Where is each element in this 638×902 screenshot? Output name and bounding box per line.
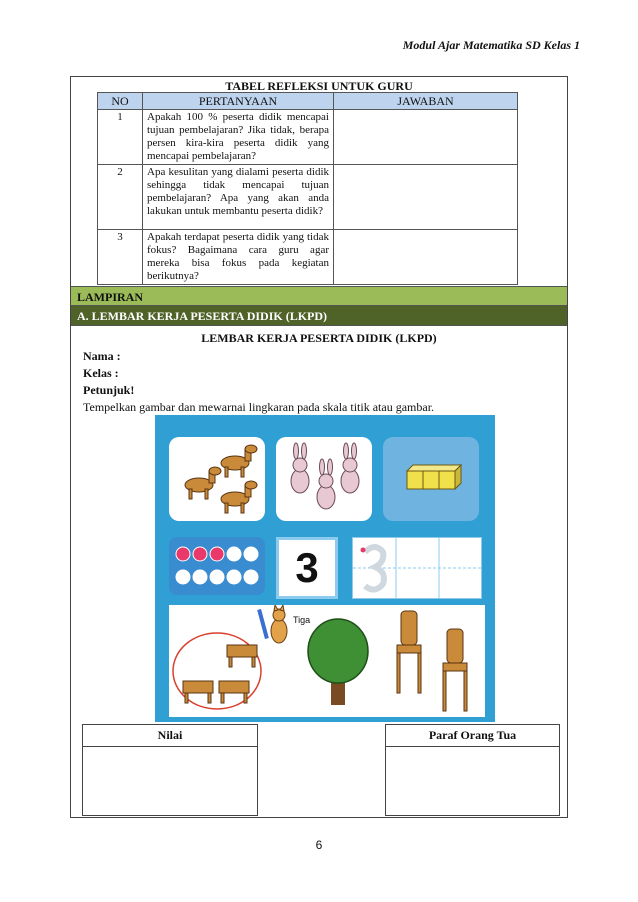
row-answer[interactable] [334,230,518,285]
table-header-row [98,93,518,110]
horses-panel [169,437,265,521]
page-header: Modul Ajar Matematika SD Kelas 1 [402,38,580,52]
nama-label: Nama : [83,349,121,363]
reflection-title: TABEL REFLEKSI UNTUK GURU [225,79,413,93]
row-question: Apakah terdapat peserta didik yang tidak fokus? Bagaimana cara guru agar mereka bisa fokus pada kegiatan berikutnya? [143,230,334,285]
worksheet-illustration [155,415,495,722]
dot-scale [169,537,265,595]
section-a-bar: A. LEMBAR KERJA PESERTA DIDIK (LKPD) [71,306,567,326]
content-frame [70,76,568,818]
number-three: 3 [276,537,338,599]
nilai-label: Nilai [83,725,257,747]
petunjuk-label: Petunjuk! [83,383,135,397]
horse-icon [169,437,265,521]
page-number: 6 [315,838,323,852]
rabbit-icon [276,437,372,521]
lampiran-bar: LAMPIRAN [71,286,567,306]
instruction-text: Tempelkan gambar dan mewarnai lingkaran pada skala titik atau gambar. [83,400,435,414]
cat-caption: Tiga [293,615,311,625]
paraf-box [385,724,560,816]
column-header-answer: JAWABAN [334,93,518,110]
tracing-grid [352,537,482,599]
column-header-question: PERTANYAAN [143,93,334,110]
nilai-box [82,724,258,816]
lkpd-title: LEMBAR KERJA PESERTA DIDIK (LKPD) [201,331,437,345]
row-answer[interactable] [334,165,518,230]
cube-blocks-icon [383,437,479,521]
row-question: Apakah 100 % peserta didik mencapai tujuan pembelajaran? Jika tidak, berapa persen kira-kira peserta didik yang mencapai pembelajaran? [143,110,334,165]
blocks-panel [383,437,479,521]
paraf-label: Paraf Orang Tua [386,725,559,747]
row-number: 2 [98,165,143,230]
scene-illustration [169,605,485,717]
reflection-table [97,92,518,285]
table-row [98,230,518,285]
table-row [98,110,518,165]
column-header-no: NO [98,93,143,110]
kelas-label: Kelas : [83,366,119,380]
rabbits-panel [276,437,372,521]
row-question: Apa kesulitan yang dialami peserta didik sehingga tidak mencapai tujuan pembelajaran? Apa yang akan anda lakukan untuk membantu peserta didik? [143,165,334,230]
row-number: 1 [98,110,143,165]
row-number: 3 [98,230,143,285]
row-answer[interactable] [334,110,518,165]
table-row [98,165,518,230]
dot-scale-panel [169,537,265,595]
tracing-three-icon [353,538,481,598]
